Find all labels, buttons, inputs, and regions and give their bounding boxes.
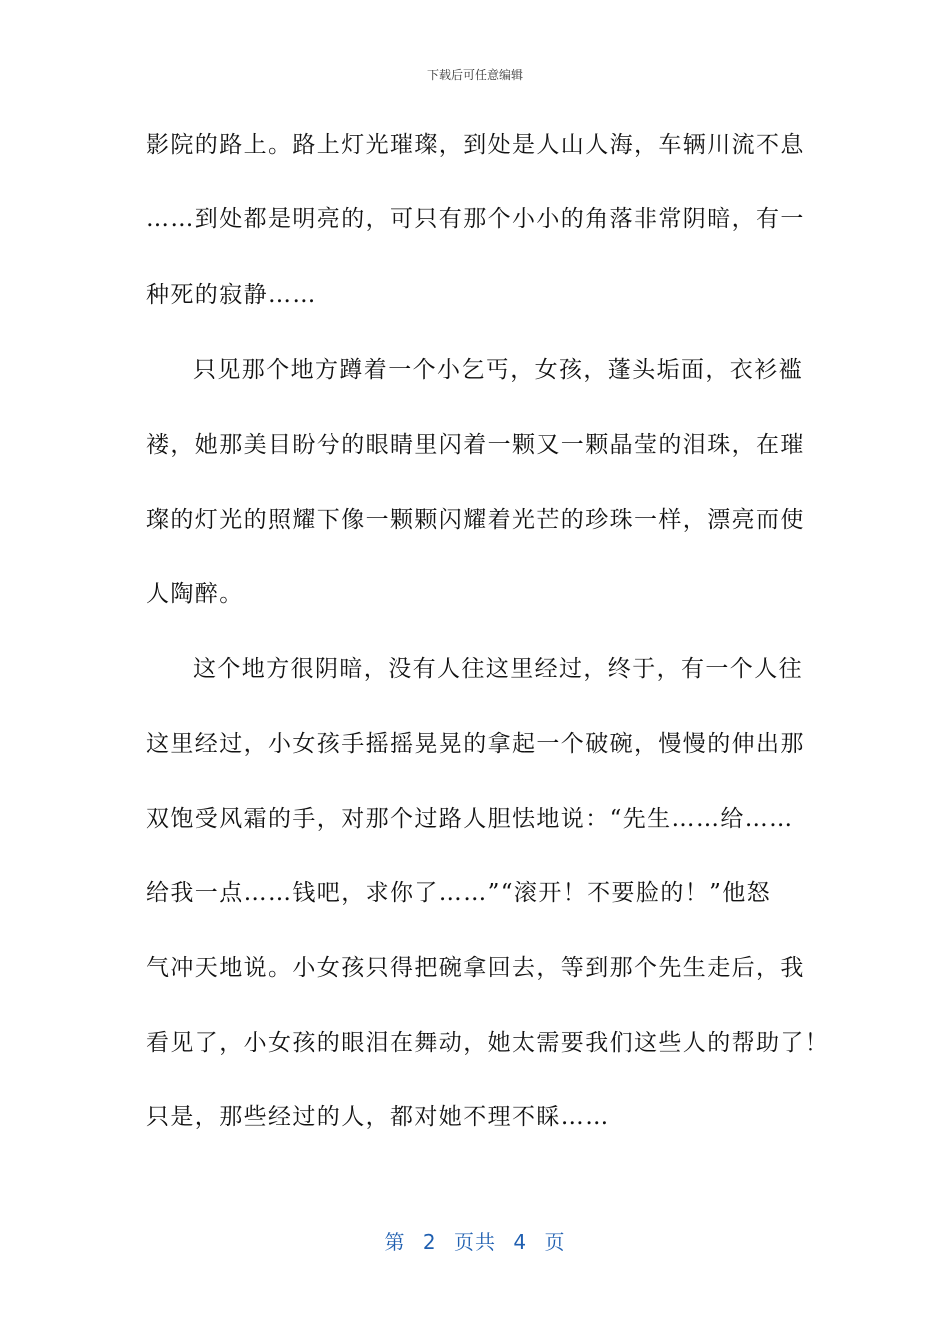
footer-prefix: 第 bbox=[384, 1230, 406, 1254]
paragraph-line: 双饱受风霜的手，对那个过路人胆怯地说：“先生……给…… bbox=[146, 806, 794, 832]
paragraph-line: 只是，那些经过的人，都对她不理不睬…… bbox=[146, 1104, 610, 1130]
paragraph-line: 人陶醉。 bbox=[146, 581, 244, 607]
page-header: 下载后可任意编辑 bbox=[426, 68, 523, 82]
paragraph-line: 给我一点……钱吧，求你了……”“滚开！不要脸的！”他怒 bbox=[146, 880, 772, 906]
paragraph-line: 璨的灯光的照耀下像一颗颗闪耀着光芒的珍珠一样，漂亮而使 bbox=[146, 507, 805, 533]
paragraph-line: 看见了，小女孩的眼泪在舞动，她太需要我们这些人的帮助了！ bbox=[146, 1030, 830, 1056]
paragraph-line: ……到处都是明亮的，可只有那个小小的角落非常阴暗，有一 bbox=[146, 206, 805, 232]
paragraph-line: 气冲天地说。小女孩只得把碗拿回去，等到那个先生走后，我 bbox=[146, 955, 805, 981]
paragraph-line: 种死的寂静…… bbox=[146, 282, 317, 308]
total-pages-number: 4 bbox=[513, 1230, 528, 1254]
paragraph-line: 这里经过，小女孩手摇摇晃晃的拿起一个破碗，慢慢的伸出那 bbox=[146, 731, 805, 757]
footer-suffix: 页 bbox=[544, 1230, 566, 1254]
paragraph-line: 影院的路上。路上灯光璀璨，到处是人山人海，车辆川流不息 bbox=[146, 132, 805, 158]
paragraph-line: 褛，她那美目盼兮的眼睛里闪着一颗又一颗晶莹的泪珠，在璀 bbox=[146, 432, 805, 458]
footer-middle: 页共 bbox=[454, 1230, 496, 1254]
paragraph-line: 这个地方很阴暗，没有人往这里经过，终于，有一个人往 bbox=[193, 656, 803, 682]
current-page-number: 2 bbox=[422, 1230, 437, 1254]
paragraph-line: 只见那个地方蹲着一个小乞丐，女孩，蓬头垢面，衣衫褴 bbox=[193, 357, 803, 383]
page-number-footer bbox=[0, 1226, 950, 1255]
